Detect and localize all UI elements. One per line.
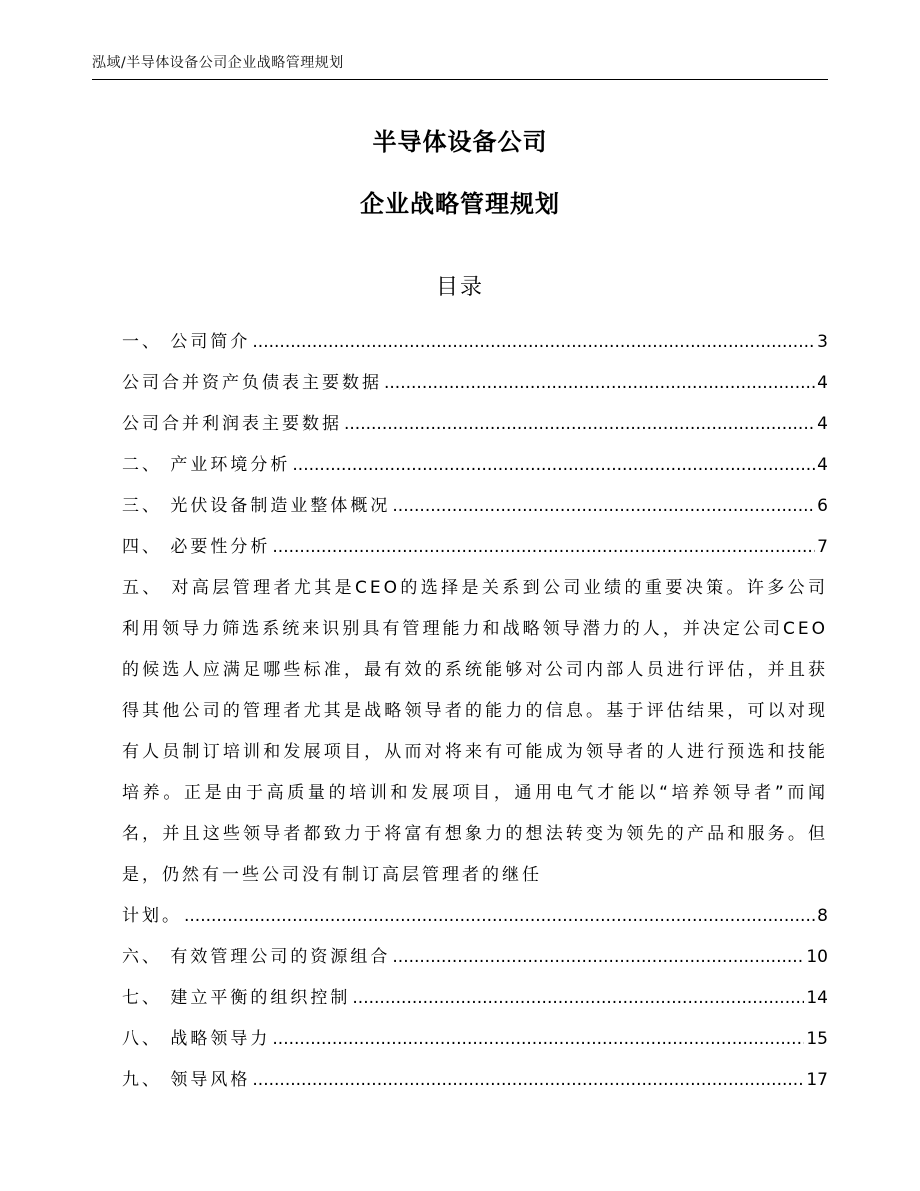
toc-entry-page: 15 xyxy=(806,1029,828,1049)
toc-entry[interactable] xyxy=(122,978,828,1019)
toc-entry-label: 八、 战略领导力 xyxy=(122,1029,271,1049)
toc-entry-label: 七、 建立平衡的组织控制 xyxy=(122,988,351,1008)
toc-entry-page: 14 xyxy=(806,988,828,1008)
document-title-line2: 企业战略管理规划 xyxy=(360,190,560,218)
toc-entry-page: 4 xyxy=(817,373,828,393)
toc-entry[interactable] xyxy=(122,486,828,527)
toc-entry-label: 公司合并利润表主要数据 xyxy=(122,414,342,434)
toc-leader-dots xyxy=(184,896,815,937)
toc-entry-page: 4 xyxy=(817,455,828,475)
toc-leader-dots xyxy=(272,527,815,568)
toc-entry-page: 6 xyxy=(817,496,828,516)
toc-leader-dots xyxy=(272,1019,804,1060)
toc-entry-label: 二、 产业环境分析 xyxy=(122,455,291,475)
toc-entry-label: 六、 有效管理公司的资源组合 xyxy=(122,947,391,967)
toc-entry-page: 7 xyxy=(817,537,828,557)
document-title-line1: 半导体设备公司 xyxy=(372,128,548,156)
toc-entry-label: 四、 必要性分析 xyxy=(122,537,271,557)
toc-entry-long-tail xyxy=(122,896,828,937)
toc-entry-long-text: 五、 对高层管理者尤其是CEO的选择是关系到公司业绩的重要决策。许多公司利用领导力筛选系统来识别具有管理能力和战略领导潜力的人，并决定公司CEO的候选人应满足哪些标准，最有效的系统能够对公司内部人员进行评估，并且获得其他公司的管理者尤其是战略领导者的能力的信息。基于评估结果，可以对现有人员制订培训和发展项目，从而对将来有可能成为领导者的人进行预选和技能培养。正是由于高质量的培训和发展项目，通用电气才能以“培养领导者”而闻名，并且这些领导者都致力于将富有想象力的想法转变为领先的产品和服务。但是，仍然有一些公司没有制订高层管理者的继任 xyxy=(122,578,828,885)
table-of-contents xyxy=(122,322,828,1101)
toc-leader-dots xyxy=(252,322,815,363)
toc-heading: 目录 xyxy=(435,275,484,300)
toc-entry[interactable] xyxy=(122,1019,828,1060)
toc-entry-long[interactable] xyxy=(122,568,828,937)
toc-entry-label: 三、 光伏设备制造业整体概况 xyxy=(122,496,391,516)
toc-entry[interactable] xyxy=(122,404,828,445)
toc-leader-dots xyxy=(292,445,815,486)
toc-entry[interactable] xyxy=(122,322,828,363)
toc-entry[interactable] xyxy=(122,527,828,568)
toc-leader-dots xyxy=(352,978,804,1019)
running-header: 泓域/半导体设备公司企业战略管理规划 xyxy=(92,55,344,71)
toc-entry-page: 4 xyxy=(817,414,828,434)
toc-entry-page: 8 xyxy=(817,906,828,926)
toc-entry-page: 3 xyxy=(817,332,828,352)
toc-entry-page: 10 xyxy=(806,947,828,967)
toc-entry-label: 九、 领导风格 xyxy=(122,1070,251,1090)
toc-entry[interactable] xyxy=(122,937,828,978)
toc-entry[interactable] xyxy=(122,445,828,486)
toc-entry[interactable] xyxy=(122,1060,828,1101)
toc-entry[interactable] xyxy=(122,363,828,404)
toc-leader-dots xyxy=(392,486,815,527)
toc-entry-page: 17 xyxy=(806,1070,828,1090)
toc-leader-dots xyxy=(392,937,804,978)
toc-leader-dots xyxy=(344,404,815,445)
toc-entry-label: 一、 公司简介 xyxy=(122,332,251,352)
header-divider xyxy=(92,79,828,80)
toc-entry-label: 公司合并资产负债表主要数据 xyxy=(122,373,382,393)
toc-entry-label: 计划。 xyxy=(122,906,182,926)
toc-leader-dots xyxy=(252,1060,804,1101)
toc-leader-dots xyxy=(384,363,815,404)
